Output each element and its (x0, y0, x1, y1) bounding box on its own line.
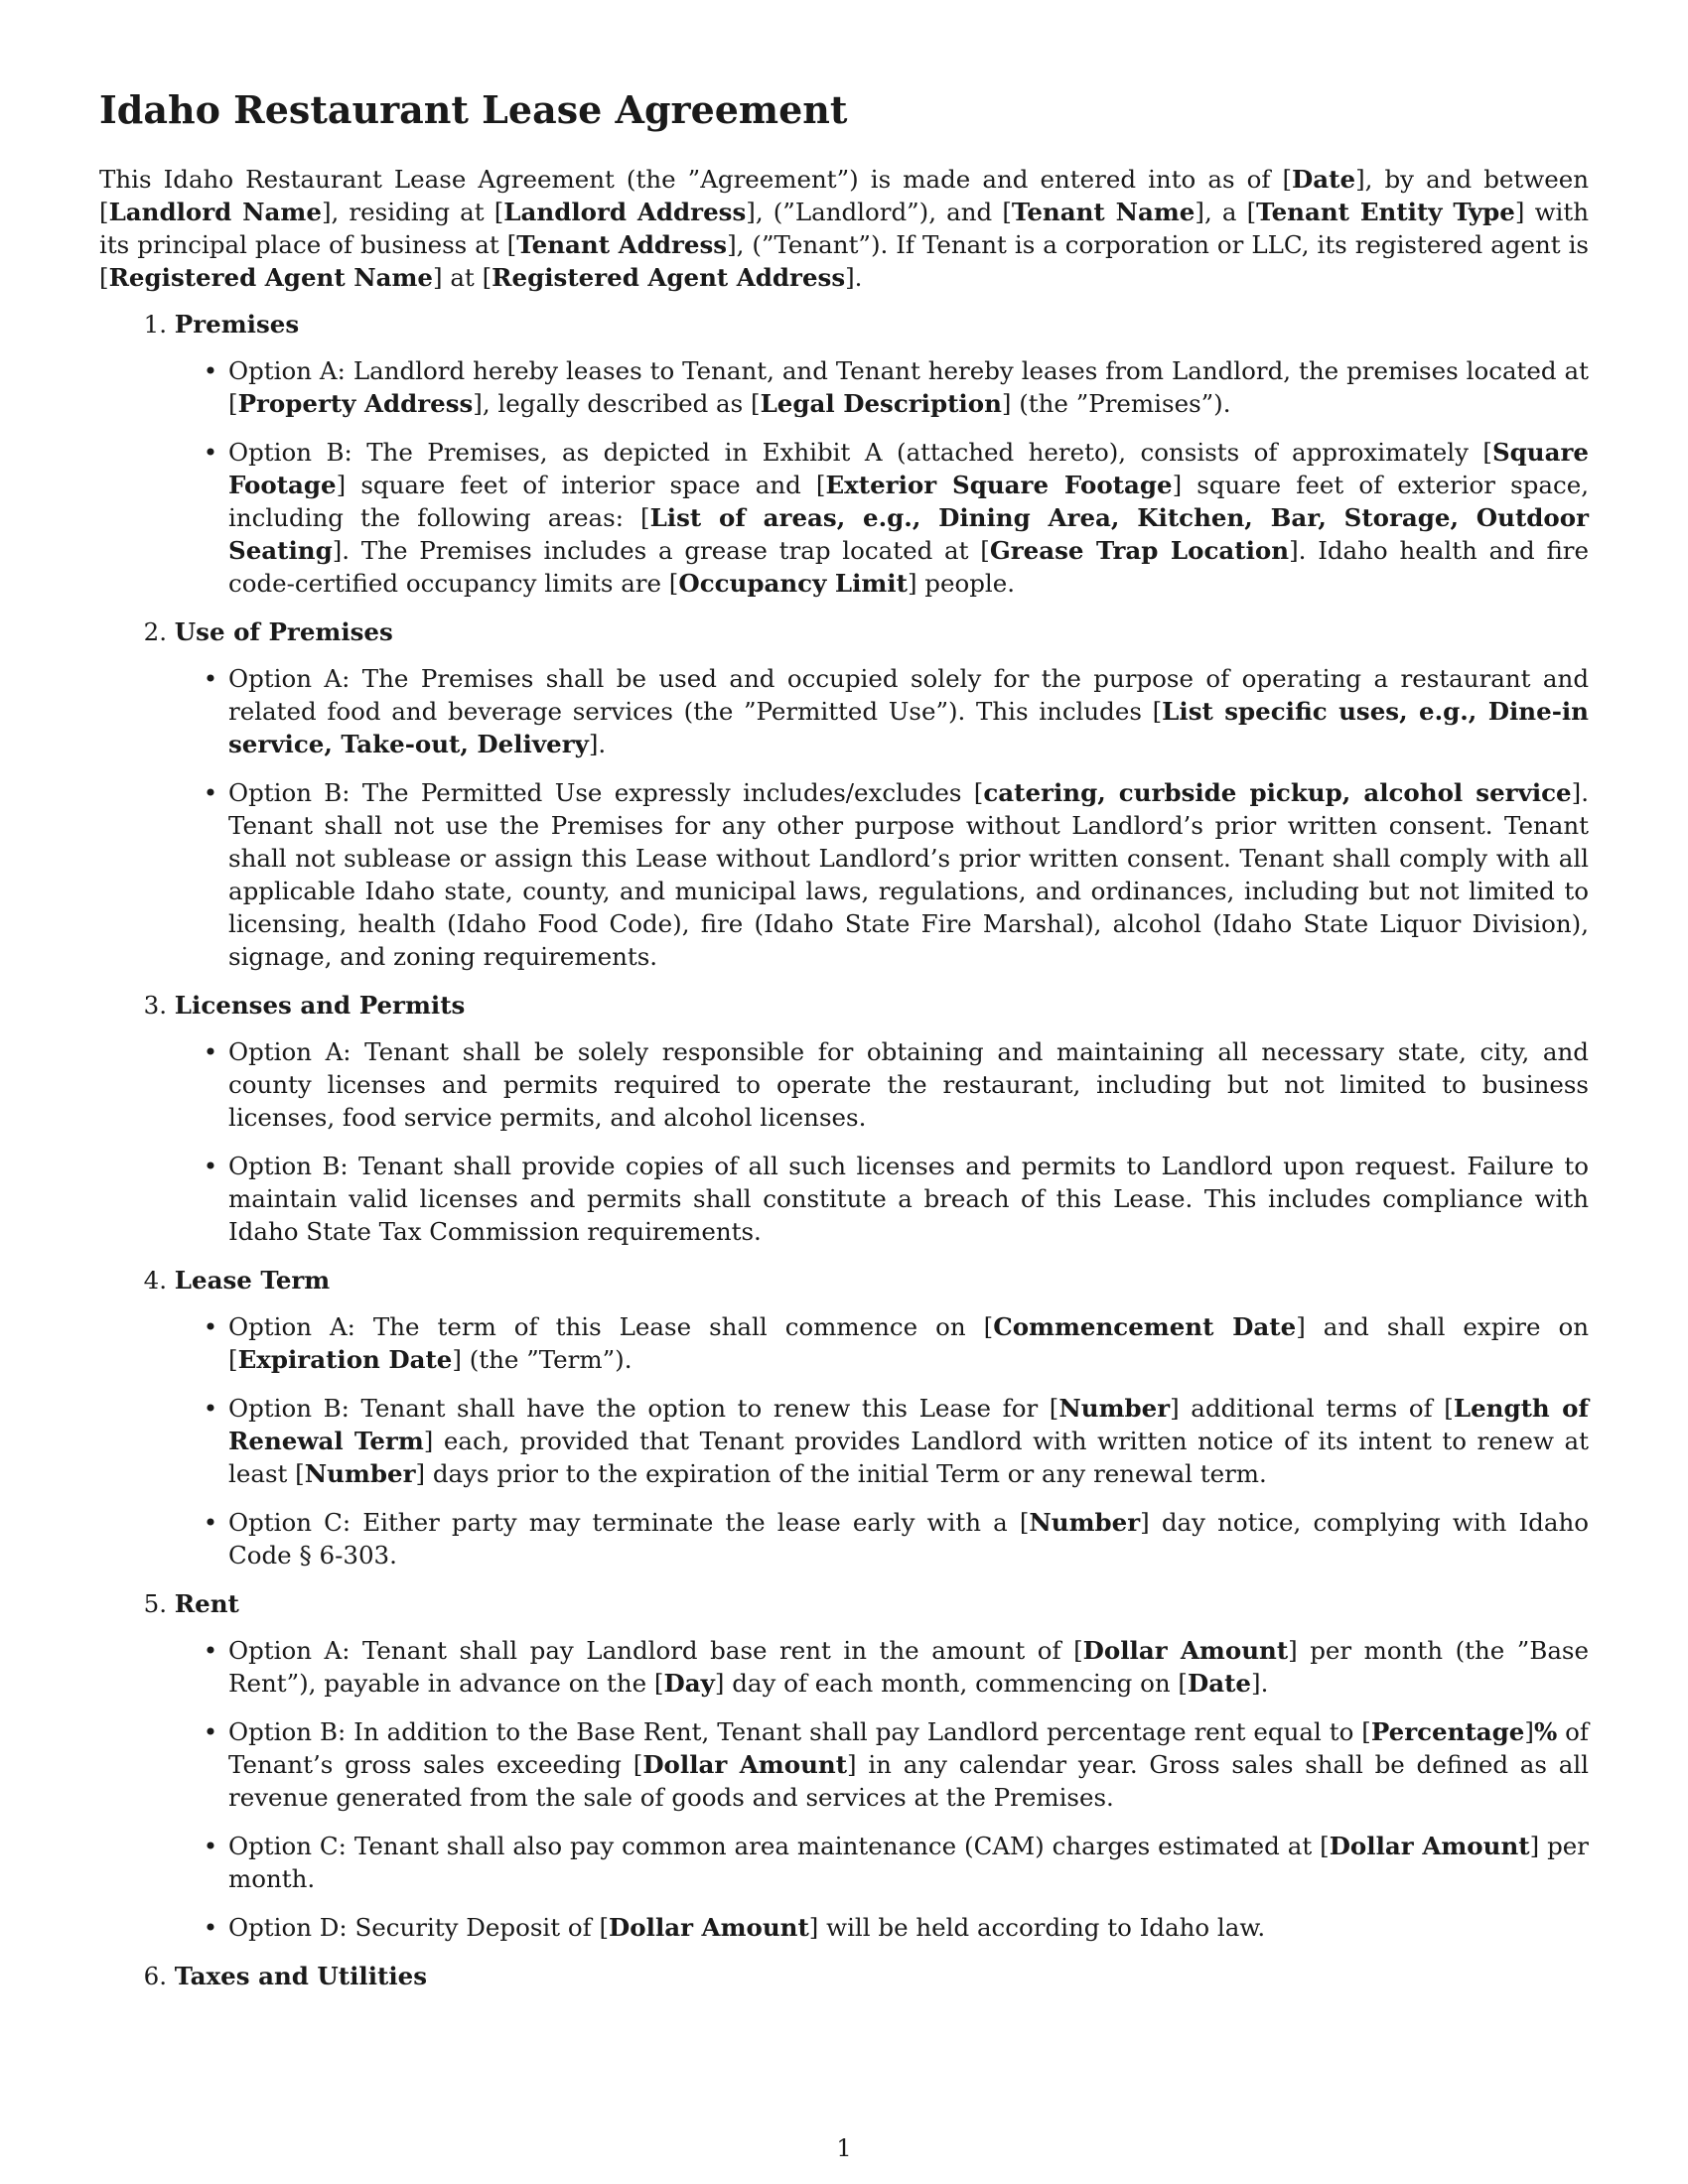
bullet-icon: • (203, 1508, 218, 1537)
bullet-icon: • (203, 1717, 218, 1746)
section-title: Licenses and Permits (174, 991, 466, 1020)
text-run: Option A: The term of this Lease shall commence on [ (228, 1312, 994, 1341)
option-list (99, 662, 1589, 973)
text-run: of Tenant’s gross sales exceeding [ (228, 1717, 1590, 1779)
text-run: ] additional terms of [ (1170, 1394, 1454, 1423)
section-number: 1. (143, 310, 167, 339)
section-title: Premises (174, 310, 300, 339)
placeholder-field: Number (1058, 1394, 1171, 1423)
text-run: Option A: The Premises shall be used and occupied solely for the purpose of operating a restaurant and related food and beverage services (the ”Permitted Use”). This includes [ (228, 664, 1589, 726)
text-run: ] (the ”Premises”). (1001, 389, 1231, 418)
placeholder-field: Number (304, 1459, 416, 1488)
text-run: ] per month. (228, 1832, 1589, 1893)
section-number: 2. (143, 617, 167, 646)
text-run: Option D: Security Deposit of [ (228, 1913, 610, 1942)
bullet-icon: • (203, 778, 218, 807)
spacer (167, 1960, 175, 1992)
placeholder-field: Dollar Amount (609, 1913, 809, 1942)
text-run: ] in any calendar year. Gross sales shall be defined as all revenue generated from the sale of goods and services at the Premises. (228, 1750, 1589, 1812)
text-run: Option A: Landlord hereby leases to Tenant, and Tenant hereby leases from Landlord, the premises located at [ (228, 356, 1589, 418)
spacer (167, 1264, 175, 1297)
text-run: ], residing at [ (321, 198, 504, 226)
placeholder-field: % (1533, 1717, 1558, 1746)
text-run: Option B: In addition to the Base Rent, Tenant shall pay Landlord percentage rent equal to [ (228, 1717, 1371, 1746)
text-run: ] (the ”Term”). (452, 1345, 633, 1374)
placeholder-field: Property Address (237, 389, 474, 418)
text-run: ], legally described as [ (473, 389, 761, 418)
section-list (99, 308, 1589, 1992)
section-1 (99, 308, 1589, 600)
section-title: Use of Premises (174, 617, 393, 646)
option-item (99, 776, 1589, 973)
text-run: ]. Tenant shall not use the Premises for any other purpose without Landlord’s prior written consent. Tenant shall not sublease or assign this Lease without Landlord’s prior written consent. Tenant shall comply with all applicable Idaho state, county, and municipal laws, regulations, and ordinances, including but not limited to licensing, health (Idaho Food Code), fire (Idaho State Fire Marshal), alcohol (Idaho State Liquor Division), signage, and zoning requirements. (228, 778, 1590, 971)
spacer (167, 615, 175, 648)
spacer (167, 308, 175, 341)
option-item (99, 1911, 1589, 1944)
option-item (99, 354, 1589, 420)
section-number: 4. (143, 1266, 167, 1295)
text-run: ]. (588, 730, 607, 758)
text-run: ], (”Tenant”). If Tenant is a corporation or LLC, its registered agent is [ (99, 230, 1589, 292)
text-run: ] each, provided that Tenant provides Landlord with written notice of its intent to renew at least [ (228, 1427, 1589, 1488)
section-heading (99, 989, 1589, 1022)
option-item (99, 1830, 1589, 1895)
section-heading (99, 1264, 1589, 1297)
placeholder-field: Grease Trap Location (989, 536, 1290, 565)
text-run: ] days prior to the expiration of the initial Term or any renewal term. (415, 1459, 1267, 1488)
text-run: ] day of each month, commencing on [ (714, 1669, 1188, 1698)
text-run: ]. (1251, 1669, 1269, 1698)
text-run: This Idaho Restaurant Lease Agreement (the ”Agreement”) is made and entered into as of [ (99, 165, 1293, 194)
option-item (99, 1634, 1589, 1700)
text-run: ] with its principal place of business at [ (99, 198, 1590, 259)
placeholder-field: List of areas, e.g., Dining Area, Kitchen, Bar, Storage, Outdoor Seating (228, 503, 1589, 565)
placeholder-field: Landlord Address (503, 198, 747, 226)
placeholder-field: Legal Description (760, 389, 1002, 418)
text-run: ] per month (the ”Base Rent”), payable in advance on the [ (228, 1636, 1589, 1698)
option-item (99, 436, 1589, 600)
text-run: ]. (845, 263, 863, 292)
section-heading (99, 1960, 1589, 1992)
document-title: Idaho Restaurant Lease Agreement (99, 87, 848, 132)
placeholder-field: Length of Renewal Term (228, 1394, 1589, 1455)
option-item (99, 1310, 1589, 1376)
section-6 (99, 1960, 1589, 1992)
text-run: ] and shall expire on [ (228, 1312, 1589, 1374)
section-2 (99, 615, 1589, 973)
option-item (99, 662, 1589, 760)
section-number: 5. (143, 1589, 167, 1618)
placeholder-field: Date (1187, 1669, 1252, 1698)
placeholder-field: catering, curbside pickup, alcohol service (983, 778, 1572, 807)
section-number: 6. (143, 1962, 167, 1990)
text-run: ]. Idaho health and fire code-certified occupancy limits are [ (228, 536, 1589, 598)
text-run: ], by and between [ (99, 165, 1589, 226)
placeholder-field: Landlord Name (108, 198, 322, 226)
placeholder-field: Day (663, 1669, 715, 1698)
placeholder-field: Date (1292, 165, 1356, 194)
text-run: Option B: Tenant shall have the option to renew this Lease for [ (228, 1394, 1059, 1423)
section-number: 3. (143, 991, 167, 1020)
section-4 (99, 1264, 1589, 1571)
text-run: ] square feet of interior space and [ (336, 471, 826, 499)
text-run: ] will be held according to Idaho law. (808, 1913, 1266, 1942)
section-title: Lease Term (174, 1266, 331, 1295)
bullet-icon: • (203, 356, 218, 385)
bullet-icon: • (203, 1037, 218, 1066)
bullet-icon: • (203, 1913, 218, 1942)
text-run: Option A: Tenant shall pay Landlord base rent in the amount of [ (228, 1636, 1083, 1665)
bullet-icon: • (203, 1152, 218, 1180)
placeholder-field: Tenant Entity Type (1256, 198, 1515, 226)
placeholder-field: Percentage (1370, 1717, 1525, 1746)
page-number: 1 (836, 2134, 852, 2162)
option-list (99, 1035, 1589, 1248)
option-item (99, 1035, 1589, 1134)
spacer (167, 989, 175, 1022)
bullet-icon: • (203, 438, 218, 467)
text-run: Option C: Either party may terminate the lease early with a [ (228, 1508, 1030, 1537)
placeholder-field: Tenant Name (1011, 198, 1196, 226)
text-run: ] day notice, complying with Idaho Code § 6-303. (228, 1508, 1589, 1570)
text-run: Option B: The Permitted Use expressly includes/excludes [ (228, 778, 984, 807)
intro-paragraph (99, 163, 1589, 294)
spacer (167, 1587, 175, 1620)
placeholder-field: Square Footage (228, 438, 1589, 499)
section-3 (99, 989, 1589, 1248)
placeholder-field: Occupancy Limit (678, 569, 908, 598)
option-list (99, 1310, 1589, 1571)
placeholder-field: Tenant Address (516, 230, 728, 259)
text-run: ], a [ (1195, 198, 1257, 226)
option-item (99, 1715, 1589, 1814)
text-run: Option B: Tenant shall provide copies of all such licenses and permits to Landlord upon request. Failure to maintain valid licenses and permits shall constitute a breach of this Lease. This includes compliance with Idaho State Tax Commission requirements. (228, 1152, 1589, 1246)
placeholder-field: Commencement Date (993, 1312, 1297, 1341)
bullet-icon: • (203, 1394, 218, 1423)
placeholder-field: Dollar Amount (642, 1750, 848, 1779)
option-item (99, 1392, 1589, 1490)
text-run: ]. The Premises includes a grease trap located at [ (332, 536, 990, 565)
text-run: ], (”Landlord”), and [ (746, 198, 1012, 226)
option-list (99, 1634, 1589, 1944)
section-title: Taxes and Utilities (174, 1962, 428, 1990)
placeholder-field: List specific uses, e.g., Dine-in service, Take-out, Delivery (228, 697, 1589, 758)
text-run: ] square feet of exterior space, including the following areas: [ (228, 471, 1589, 532)
placeholder-field: Number (1029, 1508, 1141, 1537)
section-heading (99, 615, 1589, 648)
placeholder-field: Registered Agent Name (108, 263, 433, 292)
section-heading (99, 1587, 1589, 1620)
placeholder-field: Exterior Square Footage (825, 471, 1173, 499)
document-page (99, 87, 1589, 2006)
section-5 (99, 1587, 1589, 1944)
text-run: ] at [ (432, 263, 492, 292)
option-item (99, 1150, 1589, 1248)
section-heading (99, 308, 1589, 341)
placeholder-field: Registered Agent Address (492, 263, 846, 292)
placeholder-field: Dollar Amount (1329, 1832, 1530, 1860)
text-run: ] people. (907, 569, 1016, 598)
option-list (99, 354, 1589, 600)
bullet-icon: • (203, 664, 218, 693)
placeholder-field: Dollar Amount (1082, 1636, 1289, 1665)
text-run: ] (1524, 1717, 1534, 1746)
option-item (99, 1506, 1589, 1571)
text-run: Option B: The Premises, as depicted in Exhibit A (attached hereto), consists of approximately [ (228, 438, 1492, 467)
bullet-icon: • (203, 1832, 218, 1860)
placeholder-field: Expiration Date (237, 1345, 453, 1374)
bullet-icon: • (203, 1636, 218, 1665)
text-run: Option C: Tenant shall also pay common area maintenance (CAM) charges estimated at [ (228, 1832, 1330, 1860)
bullet-icon: • (203, 1312, 218, 1341)
text-run: Option A: Tenant shall be solely responsible for obtaining and maintaining all necessary state, city, and county licenses and permits required to operate the restaurant, including but not limited to business licenses, food service permits, and alcohol licenses. (228, 1037, 1589, 1132)
section-title: Rent (174, 1589, 239, 1618)
